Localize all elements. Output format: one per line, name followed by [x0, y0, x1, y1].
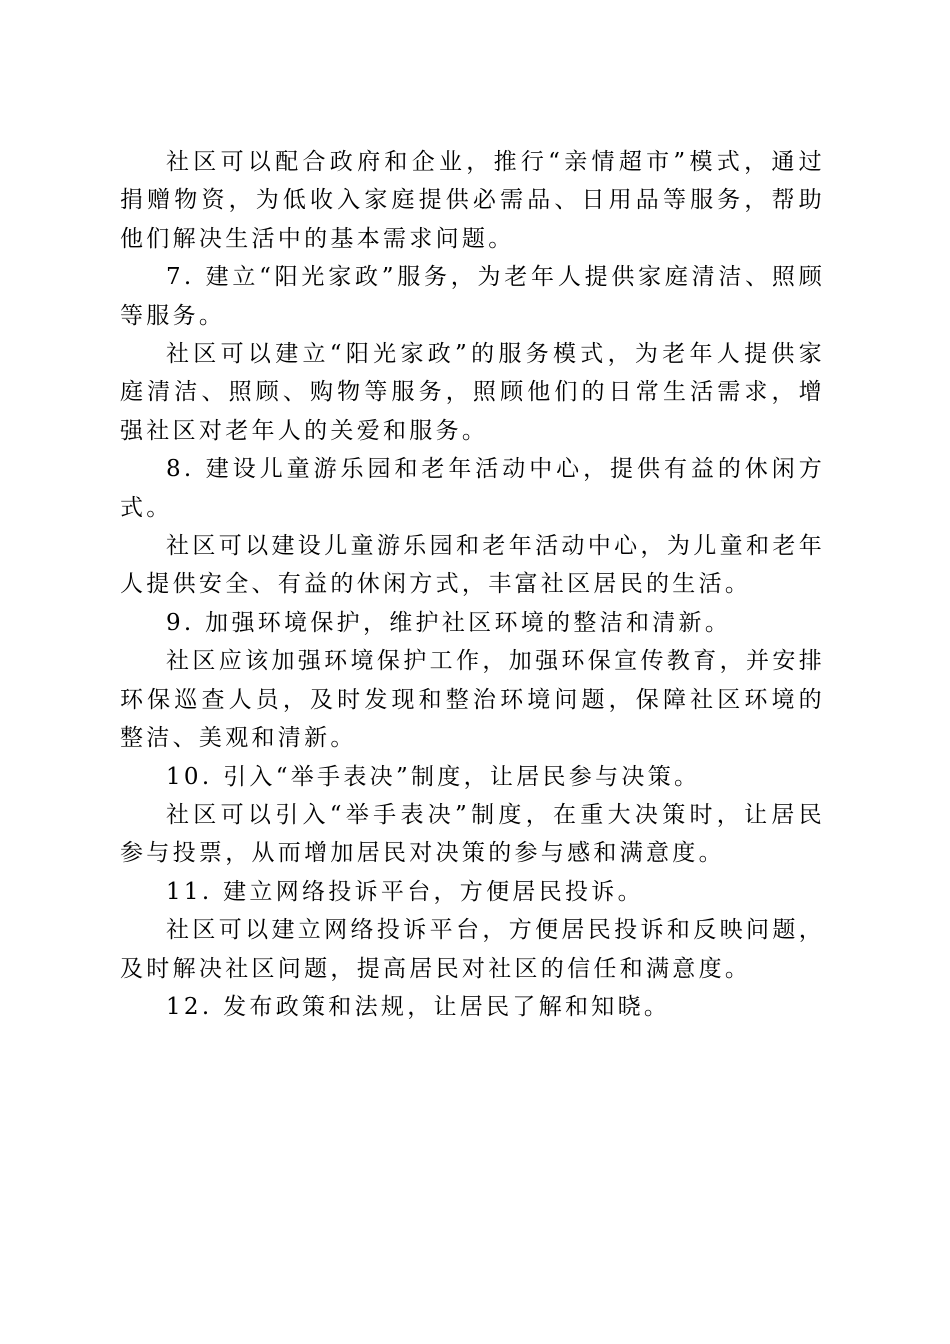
paragraph-item-10-detail: 社区可以引入“举手表决”制度，在重大决策时，让居民参与投票，从而增加居民对决策的参与感和满意度。 [120, 801, 825, 867]
document-body [120, 143, 825, 1026]
heading-item-12: 12. 发布政策和法规，让居民了解和知晓。 [166, 993, 671, 1020]
paragraph-supermarket-detail: 社区可以配合政府和企业，推行“亲情超市”模式，通过捐赠物资，为低收入家庭提供必需品、日用品等服务，帮助他们解决生活中的基本需求问题。 [120, 149, 825, 252]
heading-item-8: 8. 建设儿童游乐园和老年活动中心，提供有益的休闲方式。 [120, 456, 825, 521]
paragraph-item-7-detail: 社区可以建立“阳光家政”的服务模式，为老年人提供家庭清洁、照顾、购物等服务，照顾他们的日常生活需求，增强社区对老年人的关爱和服务。 [120, 341, 825, 444]
heading-item-11: 11. 建立网络投诉平台，方便居民投诉。 [166, 878, 644, 905]
paragraph-item-9-detail: 社区应该加强环境保护工作，加强环保宣传教育，并安排环保巡查人员，及时发现和整治环境问题，保障社区环境的整洁、美观和清新。 [120, 648, 825, 752]
paragraph-item-8-detail: 社区可以建设儿童游乐园和老年活动中心，为儿童和老年人提供安全、有益的休闲方式，丰富社区居民的生活。 [120, 533, 825, 598]
paragraph-item-11-detail: 社区可以建立网络投诉平台，方便居民投诉和反映问题，及时解决社区问题，提高居民对社区的信任和满意度。 [120, 917, 825, 982]
heading-item-7: 7. 建立“阳光家政”服务，为老年人提供家庭清洁、照顾等服务。 [120, 264, 825, 329]
heading-item-9: 9. 加强环境保护，维护社区环境的整洁和清新。 [166, 609, 732, 636]
heading-item-10: 10. 引入“举手表决”制度，让居民参与决策。 [166, 763, 701, 790]
